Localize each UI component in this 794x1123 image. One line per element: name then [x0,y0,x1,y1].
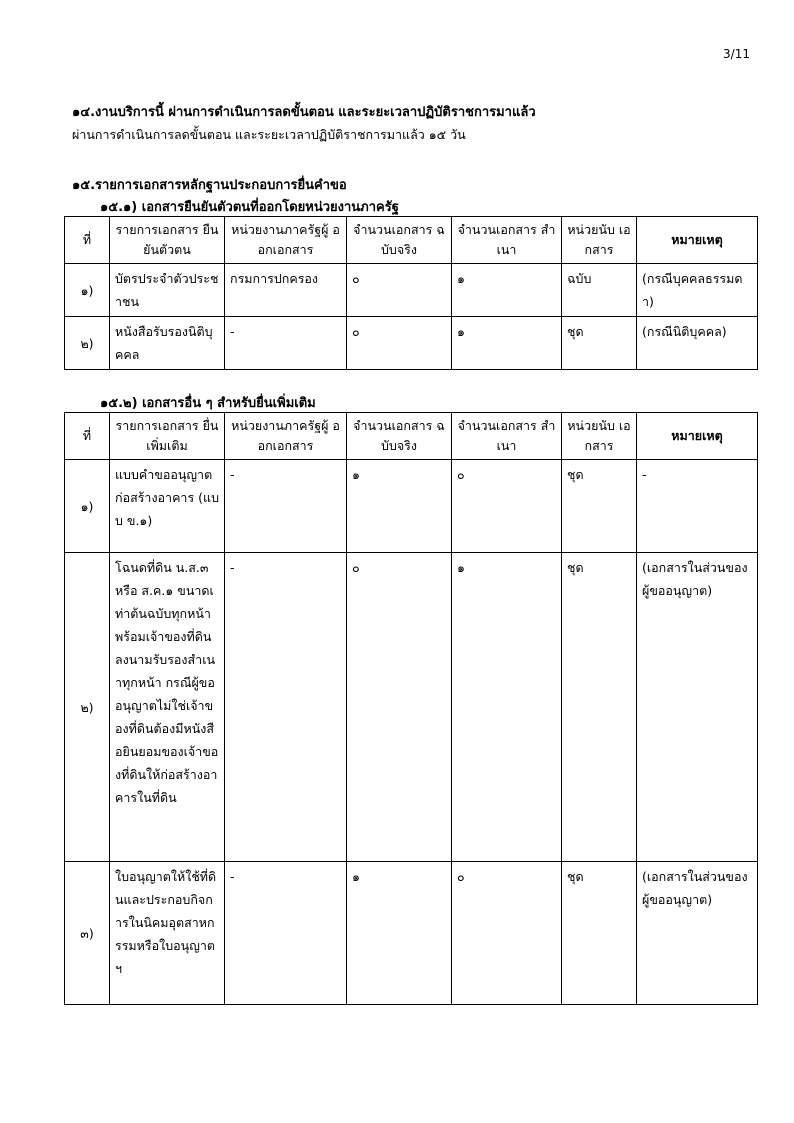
table-row [65,862,758,1005]
cell-agency: - [225,553,347,862]
header-agency: หน่วยงานภาครัฐผู้ ออกเอกสาร [225,217,347,264]
cell-no: ๒) [65,317,110,370]
header-agency: หน่วยงานภาครัฐผู้ ออกเอกสาร [225,413,347,460]
section-14-detail: ผ่านการดำเนินการลดขั้นตอน และระยะเวลาปฏิบัติราชการมาแล้ว ๑๕ วัน [72,127,466,142]
cell-agency: กรมการปกครอง [225,264,347,317]
cell-remark: - [637,460,758,553]
additional-documents-table [64,412,758,1005]
header-remark: หมายเหตุ [637,217,758,264]
cell-agency: - [225,317,347,370]
cell-copy: ๑ [452,553,562,862]
cell-copy: ๐ [452,862,562,1005]
cell-unit: ชุด [562,317,637,370]
table-row [65,264,758,317]
identity-documents-table [64,216,758,370]
table-row [65,317,758,370]
cell-no: ๑) [65,460,110,553]
header-original: จำนวนเอกสาร ฉบับจริง [347,217,452,264]
cell-item: โฉนดที่ดิน น.ส.๓ หรือ ส.ค.๑ ขนาดเท่าต้นฉบับทุกหน้า พร้อมเจ้าของที่ดินลงนามรับรองสำเนาทุกหน้า กรณีผู้ขออนุญาตไม่ใช่เจ้าของที่ดินต้องมีหนังสือยินยอมของเจ้าของที่ดินให้ก่อสร้างอาคารในที่ดิน [110,553,225,862]
cell-original: ๑ [347,862,452,1005]
header-unit: หน่วยนับ เอกสาร [562,217,637,264]
cell-item: ใบอนุญาตให้ใช้ที่ดินและประกอบกิจการในนิคมอุตสาหกรรมหรือใบอนุญาตฯ [110,862,225,1005]
cell-agency: - [225,862,347,1005]
page-number: 3/11 [723,47,750,61]
cell-remark: (กรณีนิติบุคคล) [637,317,758,370]
cell-remark: (เอกสารในส่วนของผู้ขออนุญาต) [637,553,758,862]
cell-copy: ๑ [452,317,562,370]
section-15-title: ๑๕.รายการเอกสารหลักฐานประกอบการยื่นคำขอ [72,178,347,193]
cell-unit: ชุด [562,862,637,1005]
cell-no: ๒) [65,553,110,862]
header-original: จำนวนเอกสาร ฉบับจริง [347,413,452,460]
header-copy: จำนวนเอกสาร สำเนา [452,217,562,264]
header-item: รายการเอกสาร ยืนยันตัวตน [110,217,225,264]
section-15-1-title: ๑๕.๑) เอกสารยืนยันตัวตนที่ออกโดยหน่วยงานภาครัฐ [100,200,399,215]
cell-no: ๑) [65,264,110,317]
table-row [65,553,758,862]
header-no: ที่ [65,217,110,264]
cell-original: ๐ [347,553,452,862]
cell-item: หนังสือรับรองนิติบุคคล [110,317,225,370]
cell-unit: ชุด [562,553,637,862]
cell-unit: ฉบับ [562,264,637,317]
cell-no: ๓) [65,862,110,1005]
header-remark: หมายเหตุ [637,413,758,460]
header-no: ที่ [65,413,110,460]
cell-original: ๐ [347,317,452,370]
header-copy: จำนวนเอกสาร สำเนา [452,413,562,460]
cell-copy: ๑ [452,264,562,317]
cell-item: แบบคำขออนุญาตก่อสร้างอาคาร (แบบ ข.๑) [110,460,225,553]
cell-item: บัตรประจำตัวประชาชน [110,264,225,317]
cell-original: ๐ [347,264,452,317]
table-header-row [65,217,758,264]
section-15-2-title: ๑๕.๒) เอกสารอื่น ๆ สำหรับยื่นเพิ่มเติม [100,396,316,411]
table-header-row [65,413,758,460]
cell-remark: (เอกสารในส่วนของผู้ขออนุญาต) [637,862,758,1005]
cell-agency: - [225,460,347,553]
header-unit: หน่วยนับ เอกสาร [562,413,637,460]
section-14-title: ๑๔.งานบริการนี้ ผ่านการดำเนินการลดขั้นตอน และระยะเวลาปฏิบัติราชการมาแล้ว [72,105,536,120]
table-row [65,460,758,553]
cell-original: ๑ [347,460,452,553]
cell-remark: (กรณีบุคคลธรรมดา) [637,264,758,317]
header-item: รายการเอกสาร ยื่นเพิ่มเติม [110,413,225,460]
cell-unit: ชุด [562,460,637,553]
cell-copy: ๐ [452,460,562,553]
